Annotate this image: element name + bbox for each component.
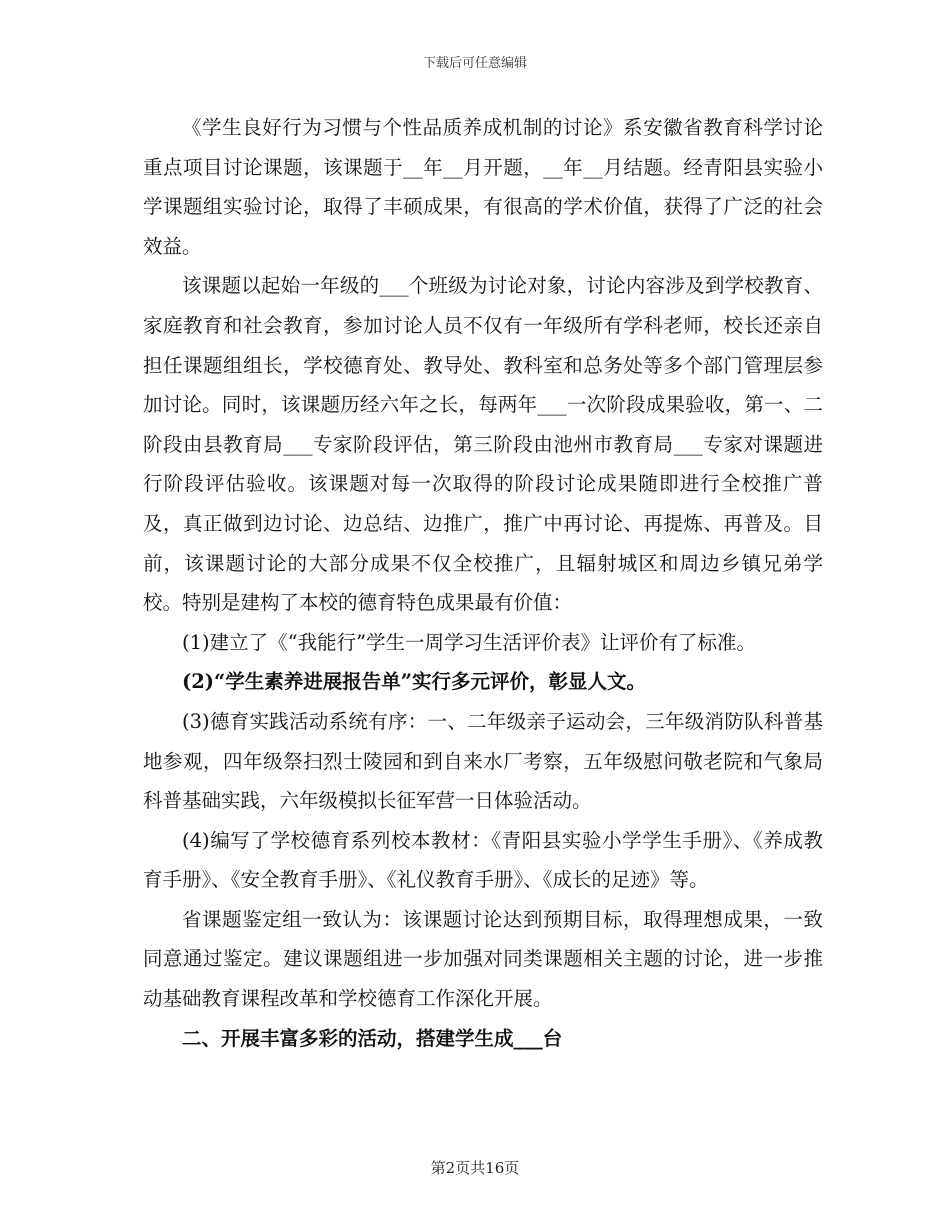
paragraph-intro: 《学生良好行为习惯与个性品质养成机制的讨论》系安徽省教育科学讨论重点项目讨论课题，该课题于__年__月开题，__年__月结题。经青阳县实验小学课题组实验讨论，取得了丰硕成果，有很高的学术价值，获得了广泛的社会效益。 [143,116,823,258]
page-header-note: 下载后可任意编辑 [422,56,527,71]
paragraph-research-scope: 该课题以起始一年级的___个班级为讨论对象，讨论内容涉及到学校教育、家庭教育和社会教育，参加讨论人员不仅有一年级所有学科老师，校长还亲自担任课题组组长，学校德育处、教导处、教科室和总务处等多个部门管理层参加讨论。同时，该课题历经六年之长，每两年___一次阶段成果验收，第一、二阶段由县教育局___专家阶段评估，第三阶段由池州市教育局___专家对课题进行阶段评估验收。该课题对每一次取得的阶段讨论成果随即进行全校推广普及，真正做到边讨论、边总结、边推广，推广中再讨论、再提炼、再普及。目前，该课题讨论的大部分成果不仅全校推广，且辐射城区和周边乡镇兄弟学校。特别是建构了本校的德育特色成果最有价值： [143,274,823,615]
paragraph-item-2: (2)“学生素养进展报告单”实行多元评价，彰显人文。 [182,670,646,694]
document-body [143,108,823,1058]
paragraph-item-3: (3)德育实践活动系统有序：一、二年级亲子运动会，三年级消防队科普基地参观，四年级祭扫烈士陵园和到自来水厂考察，五年级慰问敬老院和气象局科普基础实践，六年级模拟长征军营一日体验活动。 [143,709,823,813]
paragraph-item-1: (1)建立了《“我能行”学生一周学习生活评价表》让评价有了标准。 [182,630,757,654]
paragraph-appraisal: 省课题鉴定组一致认为：该课题讨论达到预期目标，取得理想成果，一致同意通过鉴定。建议课题组进一步加强对同类课题相关主题的讨论，进一步推动基础教育课程改革和学校德育工作深化开展。 [143,907,823,1011]
paragraph-item-4: (4)编写了学校德育系列校本教材：《青阳县实验小学学生手册》、《养成教育手册》、《安全教育手册》、《礼仪教育手册》、《成长的足迹》等。 [143,828,823,892]
section-heading-2: 二、开展丰富多彩的活动，搭建学生成___台 [182,1026,563,1050]
page-number: 第2页共16页 [430,1159,520,1177]
